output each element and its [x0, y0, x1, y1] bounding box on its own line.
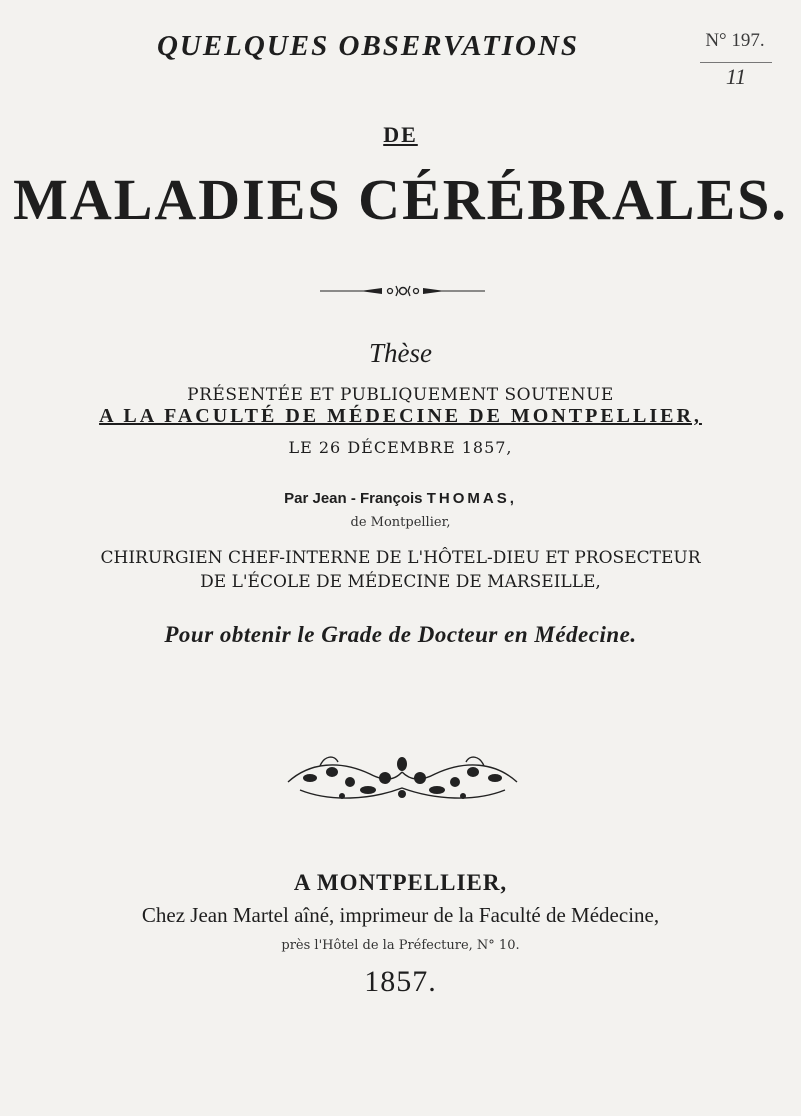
- imprint-address: près l'Hôtel de la Préfecture, N° 10.: [281, 938, 520, 953]
- author-given-names: Jean - François: [312, 490, 423, 507]
- header-title: QUELQUES OBSERVATIONS: [156, 30, 580, 62]
- author-role-line-2: DE L'ÉCOLE DE MÉDECINE DE MARSEILLE,: [200, 572, 601, 592]
- main-title: MALADIES CÉRÉBRALES.: [13, 167, 788, 232]
- degree-line: Pour obtenir le Grade de Docteur en Médecine.: [164, 622, 637, 647]
- preposition-de: DE: [383, 122, 418, 147]
- catalog-rule: [700, 62, 772, 63]
- catalog-number: N° 197.: [705, 30, 765, 51]
- imprint-year: 1857.: [364, 965, 437, 998]
- floral-vignette-ornament: [280, 742, 525, 810]
- author-surname: THOMAS,: [426, 490, 517, 507]
- author-par: Par: [284, 490, 309, 507]
- imprint-printer: Chez Jean Martel aîné, imprimeur de la Faculté de Médecine,: [141, 903, 660, 927]
- author-line: [0, 490, 801, 507]
- author-role-line-1: CHIRURGIEN CHEF-INTERNE DE L'HÔTEL-DIEU ET PROSECTEUR: [100, 548, 701, 568]
- imprint-city: A MONTPELLIER,: [293, 870, 508, 895]
- ornamental-divider: [320, 282, 485, 300]
- presented-line: PRÉSENTÉE ET PUBLIQUEMENT SOUTENUE: [187, 385, 614, 405]
- author-origin: de Montpellier,: [350, 515, 451, 530]
- these-label: Thèse: [369, 338, 432, 368]
- catalog-annotation: 11: [725, 64, 747, 89]
- faculty-line: A LA FACULTÉ DE MÉDECINE DE MONTPELLIER,: [99, 405, 702, 427]
- defense-date: LE 26 DÉCEMBRE 1857,: [288, 438, 513, 457]
